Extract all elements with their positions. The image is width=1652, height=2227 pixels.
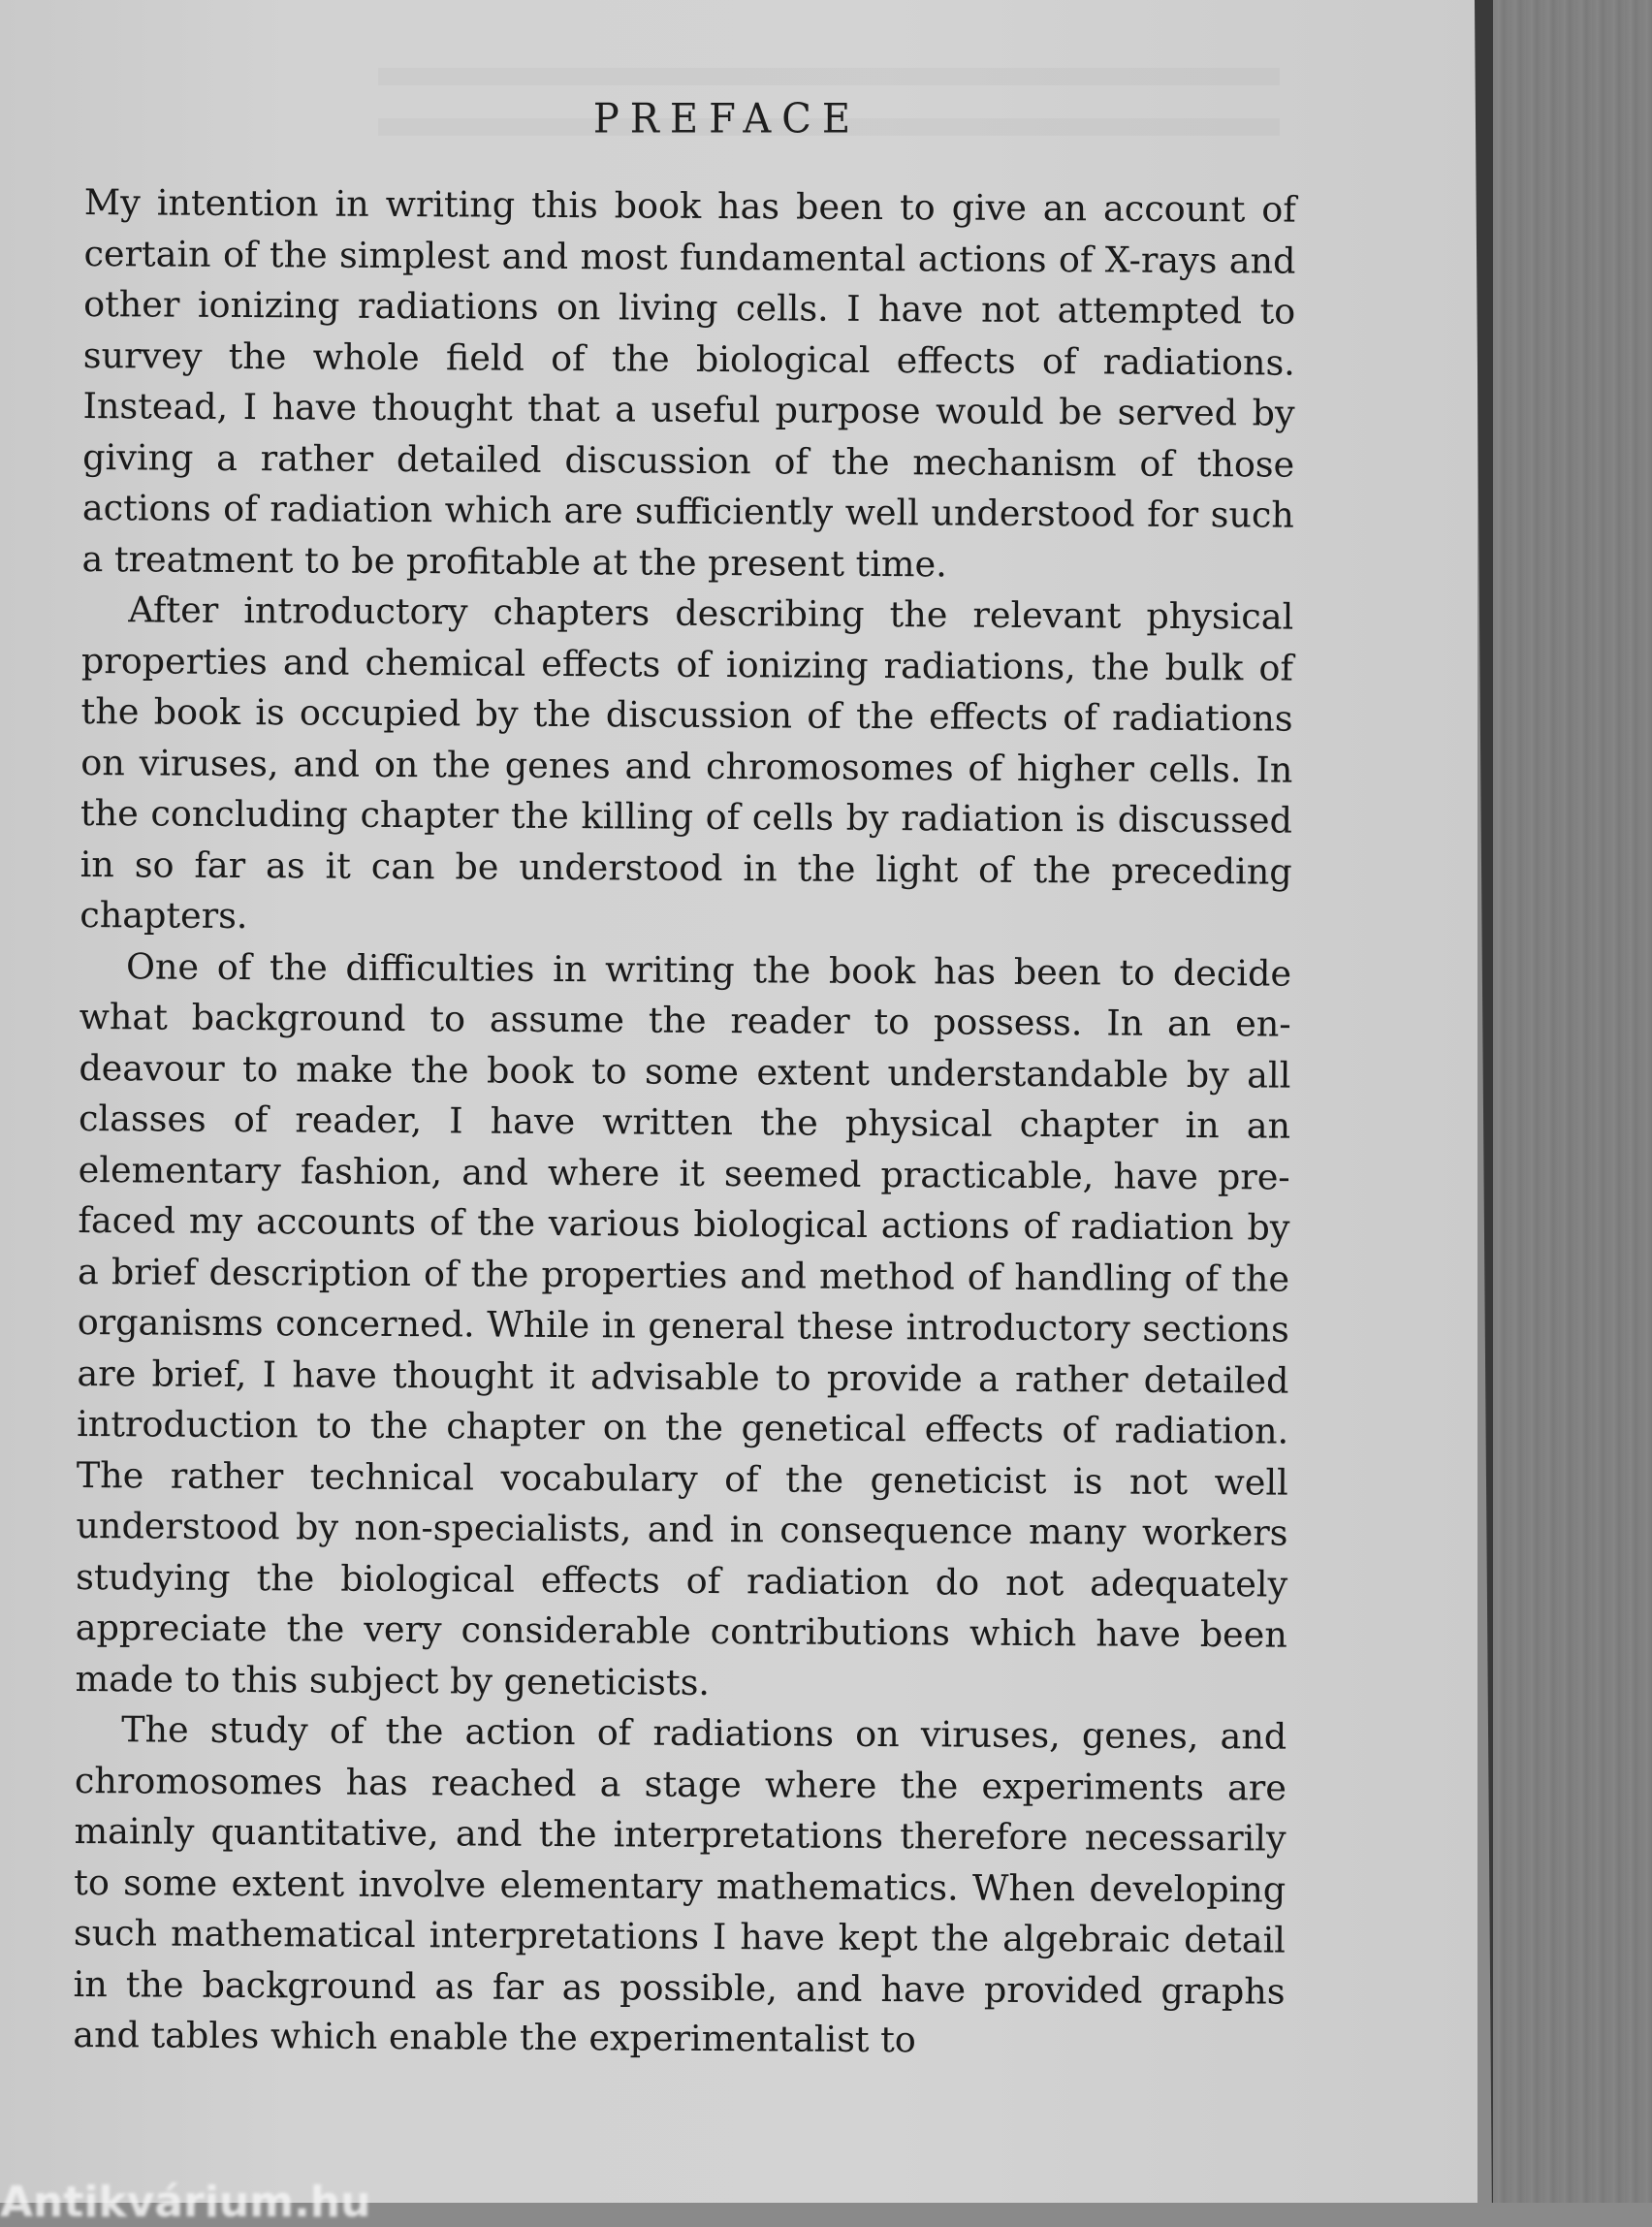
paragraph-1: My intention in writing this book has been to give an account of certain of the simplest and most fundamental actions of X-rays and other ionizing radiations on living cells. I have not attempted to survey the whole field of the biological effects of radiations. Instead, I have thought that a useful purpose would be served by giving a rather detailed discussion of the mechanism of those actions of radiation which are sufficiently well understood for such a treatment to be profitable at the present time. bbox=[81, 180, 1296, 585]
paragraph-4: The study of the action of radiations on viruses, genes, and chromosomes has reached a stage where the experiments are mainly quantitative, and the interpretations therefore necessarily to some extent involve elementary mathematics. When developing such mathematical interpretations I have kept the algebraic detail in the background as far as possible, and have provided graphs and tables which enable the experimentalist to bbox=[73, 1708, 1287, 2061]
paragraph-3: One of the difficulties in writing the book has been to decide what background to assume the reader to possess. In an endeavour to make the book to some extent understandable by all classes of reader, I have written the physical chapter in an elementary fashion, and where it seemed practicable, have prefaced my accounts of the various biological actions of radiation by a brief description of the properties and method of handling of the organisms concerned. While in general these introductory sections are brief, I have thought it advisable to provide a rather detailed introduction to the chapter on the genetical effects of radiation. The rather technical vocabulary of the geneticist is not well understood by non-specialists, and in consequence many workers studying the biological effects of radiation do not adequately appreciate the very considerable contributions which have been made to this subject by geneticists. bbox=[75, 944, 1292, 1703]
page-title: PREFACE bbox=[592, 95, 862, 143]
paragraph-2: After introductory chapters describing the relevant physical properties and chemical effects of ionizing radiations, the bulk of the book is occupied by the discussion of the effects of radiations on viruses, and on the genes and chromosomes of higher cells. In the concluding chapter the killing of cells by radiation is discussed in so far as it can be understood in the light of the preceding chapters. bbox=[79, 589, 1294, 938]
preface-body bbox=[73, 177, 1296, 2068]
watermark: Antikvárium.hu bbox=[0, 2178, 371, 2227]
book-spine-backdrop bbox=[1493, 0, 1652, 2203]
